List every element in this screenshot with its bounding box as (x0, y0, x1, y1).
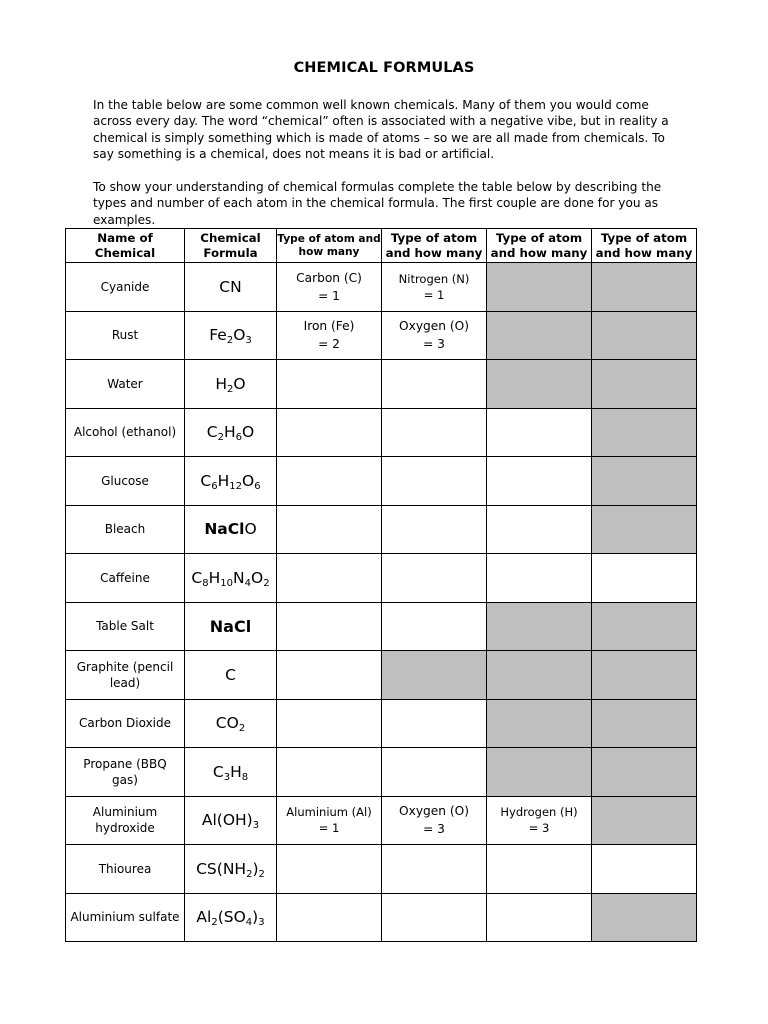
chemical-formula: NaCl (185, 602, 277, 651)
shaded-cell (592, 748, 697, 797)
chemical-formula: $Al(OH)_3$ (185, 796, 277, 845)
atom-answer-cell[interactable] (382, 602, 487, 651)
chemical-name: Rust (66, 311, 185, 360)
table-row (66, 505, 697, 554)
atom-answer-cell[interactable]: Oxygen (O) = 3 (382, 796, 487, 845)
shaded-cell (592, 602, 697, 651)
shaded-cell (487, 311, 592, 360)
atom-answer-cell[interactable]: Iron (Fe) = 2 (277, 311, 382, 360)
shaded-cell (592, 360, 697, 409)
table-row (66, 699, 697, 748)
atom-answer-cell[interactable] (382, 408, 487, 457)
table-row (66, 311, 697, 360)
table-row (66, 360, 697, 409)
header-name: Name of Chemical (66, 229, 185, 263)
shaded-cell (487, 360, 592, 409)
atom-answer-cell[interactable] (277, 360, 382, 409)
atom-answer-cell[interactable] (487, 893, 592, 942)
chemical-formula: NaClO (185, 505, 277, 554)
chemical-formulas-table (65, 228, 697, 942)
chemical-name: Graphite (pencil lead) (66, 651, 185, 700)
chemical-formula: $C_3H_8$ (185, 748, 277, 797)
atom-answer-cell[interactable] (487, 845, 592, 894)
atom-answer-cell[interactable] (277, 651, 382, 700)
shaded-cell (592, 699, 697, 748)
atom-answer-cell[interactable]: Carbon (C) = 1 (277, 263, 382, 312)
shaded-cell (382, 651, 487, 700)
shaded-cell (592, 457, 697, 506)
shaded-cell (592, 263, 697, 312)
atom-answer-cell[interactable] (382, 554, 487, 603)
atom-answer-cell[interactable] (382, 699, 487, 748)
shaded-cell (487, 602, 592, 651)
shaded-cell (487, 651, 592, 700)
table-row (66, 893, 697, 942)
chemical-name: Aluminium sulfate (66, 893, 185, 942)
chemical-formula: $C_6H_{12}O_6$ (185, 457, 277, 506)
atom-answer-cell[interactable]: Aluminium (Al) = 1 (277, 796, 382, 845)
atom-answer-cell[interactable] (277, 699, 382, 748)
chemical-name: Thiourea (66, 845, 185, 894)
atom-answer-cell[interactable] (277, 554, 382, 603)
header-atom-2: Type of atom and how many (382, 229, 487, 263)
atom-answer-cell[interactable] (277, 602, 382, 651)
atom-answer-cell[interactable] (487, 457, 592, 506)
chemical-formula: $Al_2(SO_4)_3$ (185, 893, 277, 942)
shaded-cell (592, 408, 697, 457)
chemical-name: Carbon Dioxide (66, 699, 185, 748)
chemical-name: Caffeine (66, 554, 185, 603)
atom-answer-cell[interactable] (487, 408, 592, 457)
table-header-row (66, 229, 697, 263)
table-row (66, 796, 697, 845)
table-row (66, 408, 697, 457)
shaded-cell (487, 699, 592, 748)
atom-answer-cell[interactable] (487, 505, 592, 554)
chemical-name: Bleach (66, 505, 185, 554)
chemical-formula: $C_8H_{10}N_4O_2$ (185, 554, 277, 603)
chemical-name: Water (66, 360, 185, 409)
page-title: CHEMICAL FORMULAS (293, 60, 475, 76)
atom-answer-cell[interactable]: Oxygen (O) = 3 (382, 311, 487, 360)
atom-answer-cell[interactable]: Nitrogen (N) = 1 (382, 263, 487, 312)
intro-paragraph: In the table below are some common well known chemicals. Many of them you would come across every day. The word “chemical” often is associated with a negative vibe, but in reality a chemical is simply something which is made of atoms – so we are all made from chemicals. To say something is a chemical, does not means it is bad or artificial. (93, 98, 669, 161)
header-formula: Chemical Formula (185, 229, 277, 263)
atom-answer-cell[interactable] (382, 457, 487, 506)
atom-answer-cell[interactable] (277, 748, 382, 797)
chemical-formula: C (185, 651, 277, 700)
atom-answer-cell[interactable] (382, 893, 487, 942)
shaded-cell (487, 263, 592, 312)
table-row (66, 748, 697, 797)
chemical-formula: CN (185, 263, 277, 312)
shaded-cell (592, 893, 697, 942)
chemical-name: Alcohol (ethanol) (66, 408, 185, 457)
shaded-cell (592, 311, 697, 360)
atom-answer-cell[interactable] (277, 893, 382, 942)
chemical-formula: $Fe_2O_3$ (185, 311, 277, 360)
table-row (66, 845, 697, 894)
table-row (66, 602, 697, 651)
atom-answer-cell[interactable] (277, 505, 382, 554)
instructions-paragraph: To show your understanding of chemical formulas complete the table below by describing the types and number of each atom in the chemical formula. The first couple are done for you as examples. (93, 180, 662, 227)
shaded-cell (487, 748, 592, 797)
atom-answer-cell[interactable] (382, 748, 487, 797)
shaded-cell (592, 505, 697, 554)
table-row (66, 457, 697, 506)
chemical-name: Propane (BBQ gas) (66, 748, 185, 797)
atom-answer-cell[interactable]: Hydrogen (H) = 3 (487, 796, 592, 845)
chemical-name: Glucose (66, 457, 185, 506)
table-row (66, 263, 697, 312)
atom-answer-cell[interactable] (382, 505, 487, 554)
table-row (66, 651, 697, 700)
header-atom-1: Type of atom and how many (277, 229, 382, 263)
atom-answer-cell[interactable] (277, 457, 382, 506)
atom-answer-cell[interactable] (487, 554, 592, 603)
chemical-formula: $CO_2$ (185, 699, 277, 748)
atom-answer-cell[interactable] (592, 554, 697, 603)
chemical-name: Aluminium hydroxide (66, 796, 185, 845)
chemical-name: Cyanide (66, 263, 185, 312)
atom-answer-cell[interactable] (382, 360, 487, 409)
chemical-name: Table Salt (66, 602, 185, 651)
atom-answer-cell[interactable] (592, 845, 697, 894)
chemical-formula: $H_2O$ (185, 360, 277, 409)
atom-answer-cell[interactable] (277, 408, 382, 457)
header-atom-3: Type of atom and how many (487, 229, 592, 263)
chemical-formula: $CS(NH_2)_2$ (185, 845, 277, 894)
shaded-cell (592, 796, 697, 845)
atom-answer-cell[interactable] (382, 845, 487, 894)
shaded-cell (592, 651, 697, 700)
header-atom-4: Type of atom and how many (592, 229, 697, 263)
table-row (66, 554, 697, 603)
chemical-formula: $C_2H_6O$ (185, 408, 277, 457)
atom-answer-cell[interactable] (277, 845, 382, 894)
